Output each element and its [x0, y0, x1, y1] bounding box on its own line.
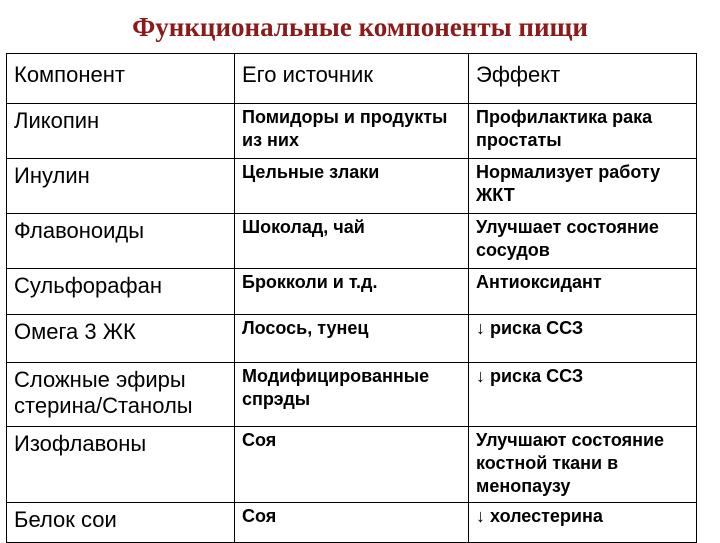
component-cell: Изофлавоны — [7, 427, 235, 503]
effect-cell: Нормализует работу ЖКТ — [469, 159, 697, 214]
component-cell: Флавоноиды — [7, 214, 235, 269]
components-table — [6, 53, 697, 543]
source-cell: Брокколи и т.д. — [235, 269, 469, 315]
effect-cell: Улучшает состояние сосудов — [469, 214, 697, 269]
header-source: Его источник — [235, 54, 469, 104]
source-cell: Модифицированные спрэды — [235, 363, 469, 427]
page-title: Функциональные компоненты пищи — [132, 12, 588, 42]
table-header-row — [7, 54, 697, 104]
source-cell: Помидоры и продукты из них — [235, 104, 469, 159]
table-row — [7, 503, 697, 543]
source-cell: Соя — [235, 503, 469, 543]
source-cell: Цельные злаки — [235, 159, 469, 214]
table-row — [7, 214, 697, 269]
source-cell: Шоколад, чай — [235, 214, 469, 269]
effect-cell: Улучшают состояние костной ткани в менопаузу — [469, 427, 697, 503]
effect-cell: ↓ риска ССЗ — [469, 315, 697, 363]
source-cell: Лосось, тунец — [235, 315, 469, 363]
source-cell: Соя — [235, 427, 469, 503]
table-row — [7, 159, 697, 214]
table-row — [7, 269, 697, 315]
table-row — [7, 427, 697, 503]
component-cell: Сульфорафан — [7, 269, 235, 315]
effect-cell: ↓ риска ССЗ — [469, 363, 697, 427]
effect-cell: ↓ холестерина — [469, 503, 697, 543]
table-row — [7, 315, 697, 363]
component-cell: Омега 3 ЖК — [7, 315, 235, 363]
effect-cell: Профилактика рака простаты — [469, 104, 697, 159]
table-row — [7, 104, 697, 159]
component-cell: Белок сои — [7, 503, 235, 543]
effect-cell: Антиоксидант — [469, 269, 697, 315]
component-cell: Сложные эфиры стерина/Станолы — [7, 363, 235, 427]
table-row — [7, 363, 697, 427]
component-cell: Ликопин — [7, 104, 235, 159]
header-component: Компонент — [7, 54, 235, 104]
header-effect: Эффект — [469, 54, 697, 104]
component-cell: Инулин — [7, 159, 235, 214]
